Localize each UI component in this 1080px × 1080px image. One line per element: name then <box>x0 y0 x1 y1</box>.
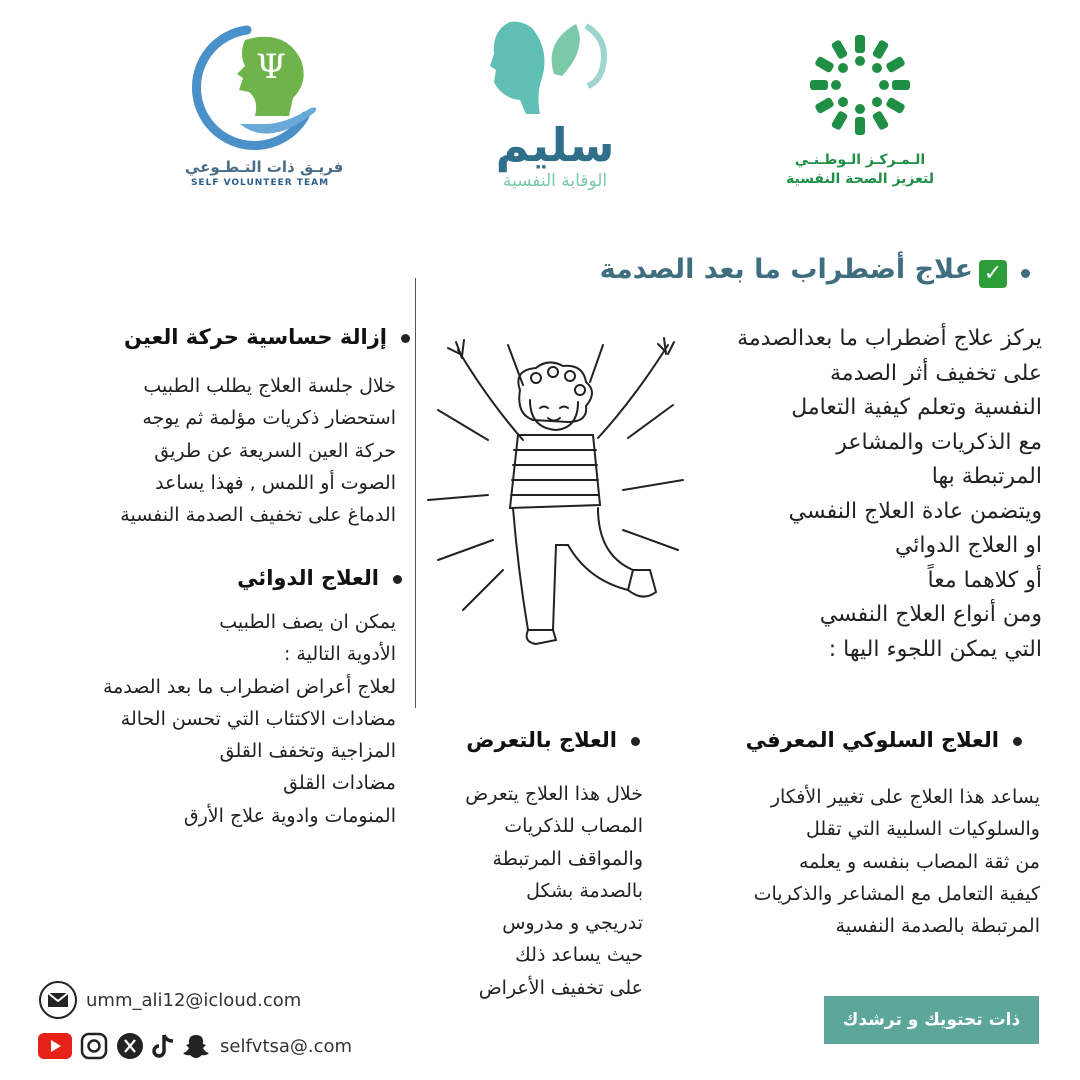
title-bullet-icon <box>1021 269 1030 278</box>
exposure-line: على تخفيف الأعراض <box>478 976 643 999</box>
youtube-icon[interactable] <box>38 1033 72 1059</box>
emdr-line: خلال جلسة العلاج يطلب الطبيب <box>143 375 396 397</box>
logo-saleem <box>480 20 630 195</box>
handle-text: selfvtsa@.com <box>220 1035 353 1057</box>
intro-line: النفسية وتعلم كيفية التعامل <box>791 395 1042 420</box>
team-name-english: SELF VOLUNTEER TEAM <box>190 178 330 188</box>
exposure-line: تدريجي و مدروس <box>502 912 643 935</box>
exposure-line: خلال هذا العلاج يتعرض <box>465 783 643 805</box>
emdr-heading: إزالة حساسية حركة العين <box>50 325 410 349</box>
exposure-line: بالصدمة بشكل <box>526 879 643 902</box>
cbt-line: المرتبطة بالصدمة النفسية <box>835 915 1040 938</box>
tagline-badge: ذات تحتويك و ترشدك <box>824 996 1039 1044</box>
bullet-icon <box>393 575 402 584</box>
intro-line: المرتبطة بها <box>931 464 1042 489</box>
logo-national-center <box>780 30 940 200</box>
national-center-emblem-icon <box>780 30 940 140</box>
social-row <box>38 1030 352 1062</box>
bullet-icon <box>1013 737 1022 746</box>
jumping-girl-illustration <box>418 330 693 650</box>
email-text: umm_ali12@icloud.com <box>86 989 302 1011</box>
saleem-name: سليم <box>495 118 615 172</box>
national-center-line1: الـمـركـز الـوطـنـي <box>794 152 926 168</box>
section-emdr <box>50 325 410 349</box>
emdr-line: استحضار ذكريات مؤلمة ثم يوجه <box>142 407 396 430</box>
tiktok-icon[interactable] <box>152 1032 176 1060</box>
medication-line: المزاجية وتخفف القلق <box>219 740 396 763</box>
section-medication <box>102 566 402 590</box>
cbt-line: والسلوكيات السلبية التي تقلل <box>805 818 1040 841</box>
medication-line: لعلاج أعراض اضطراب ما بعد الصدمة <box>102 675 396 698</box>
intro-line: على تخفيف أثر الصدمة <box>830 360 1042 386</box>
intro-line: ومن أنواع العلاج النفسي <box>819 602 1042 627</box>
cbt-line: كيفية التعامل مع المشاعر والذكريات <box>753 882 1040 905</box>
national-center-line2: لتعزيز الصحة النفسية <box>785 171 935 187</box>
team-name-arabic: فريـق ذات التـطـوعي <box>185 158 344 176</box>
snapchat-icon[interactable] <box>182 1032 210 1060</box>
intro-line: ويتضمن عادة العلاج النفسي <box>788 498 1042 524</box>
logo-self-volunteer-team <box>185 20 344 195</box>
medication-line: الأدوية التالية : <box>283 643 396 666</box>
column-divider <box>415 278 416 708</box>
x-twitter-icon[interactable] <box>116 1032 144 1060</box>
check-mark-icon: ✓ <box>979 260 1007 288</box>
medication-body <box>26 606 396 832</box>
section-exposure <box>410 728 640 752</box>
emdr-line: الصوت أو اللمس , فهذا يساعد <box>155 471 396 494</box>
instagram-icon[interactable] <box>80 1032 108 1060</box>
medication-heading: العلاج الدوائي <box>102 566 402 590</box>
main-title-text: علاج أضطراب ما بعد الصدمة <box>599 254 973 285</box>
intro-line: او العلاج الدوائي <box>894 533 1042 558</box>
face-leaf-logo-icon <box>480 20 630 115</box>
mail-icon <box>38 980 78 1020</box>
exposure-heading: العلاج بالتعرض <box>410 728 640 752</box>
intro-line: يركز علاج أضطراب ما بعدالصدمة <box>737 326 1042 351</box>
exposure-body <box>413 778 643 1004</box>
head-hand-logo-icon <box>185 20 335 150</box>
intro-paragraph <box>682 322 1042 667</box>
cbt-heading: العلاج السلوكي المعرفي <box>692 728 1022 752</box>
intro-line: أو كلاهما معاً <box>927 567 1042 593</box>
email-contact[interactable] <box>38 980 301 1020</box>
exposure-line: حيث يساعد ذلك <box>515 944 643 967</box>
emdr-line: الدماغ على تخفيف الصدمة النفسية <box>120 504 396 527</box>
main-title <box>430 254 1030 288</box>
cbt-body <box>660 781 1040 942</box>
bullet-icon <box>631 737 640 746</box>
cbt-line: من ثقة المصاب بنفسه و يعلمه <box>799 850 1040 873</box>
section-cbt <box>692 728 1022 752</box>
jumping-person-icon <box>418 330 693 650</box>
medication-line: مضادات الاكتئاب التي تحسن الحالة <box>120 707 396 730</box>
medication-line: مضادات القلق <box>283 772 396 795</box>
saleem-subtitle: الوقاية النفسية <box>502 171 608 191</box>
medication-line: المنومات وادوية علاج الأرق <box>183 804 396 827</box>
emdr-body <box>36 370 396 531</box>
intro-line: مع الذكريات والمشاعر <box>836 429 1042 455</box>
exposure-line: والمواقف المرتبطة <box>492 847 643 870</box>
svg-text:Ψ: Ψ <box>256 47 286 87</box>
medication-line: يمكن ان يصف الطبيب <box>219 611 396 633</box>
exposure-line: المصاب للذكريات <box>504 815 643 838</box>
bullet-icon <box>401 334 410 343</box>
intro-line: التي يمكن اللجوء اليها : <box>828 636 1042 662</box>
emdr-line: حركة العين السريعة عن طريق <box>154 439 396 462</box>
cbt-line: يساعد هذا العلاج على تغيير الأفكار <box>770 786 1040 808</box>
